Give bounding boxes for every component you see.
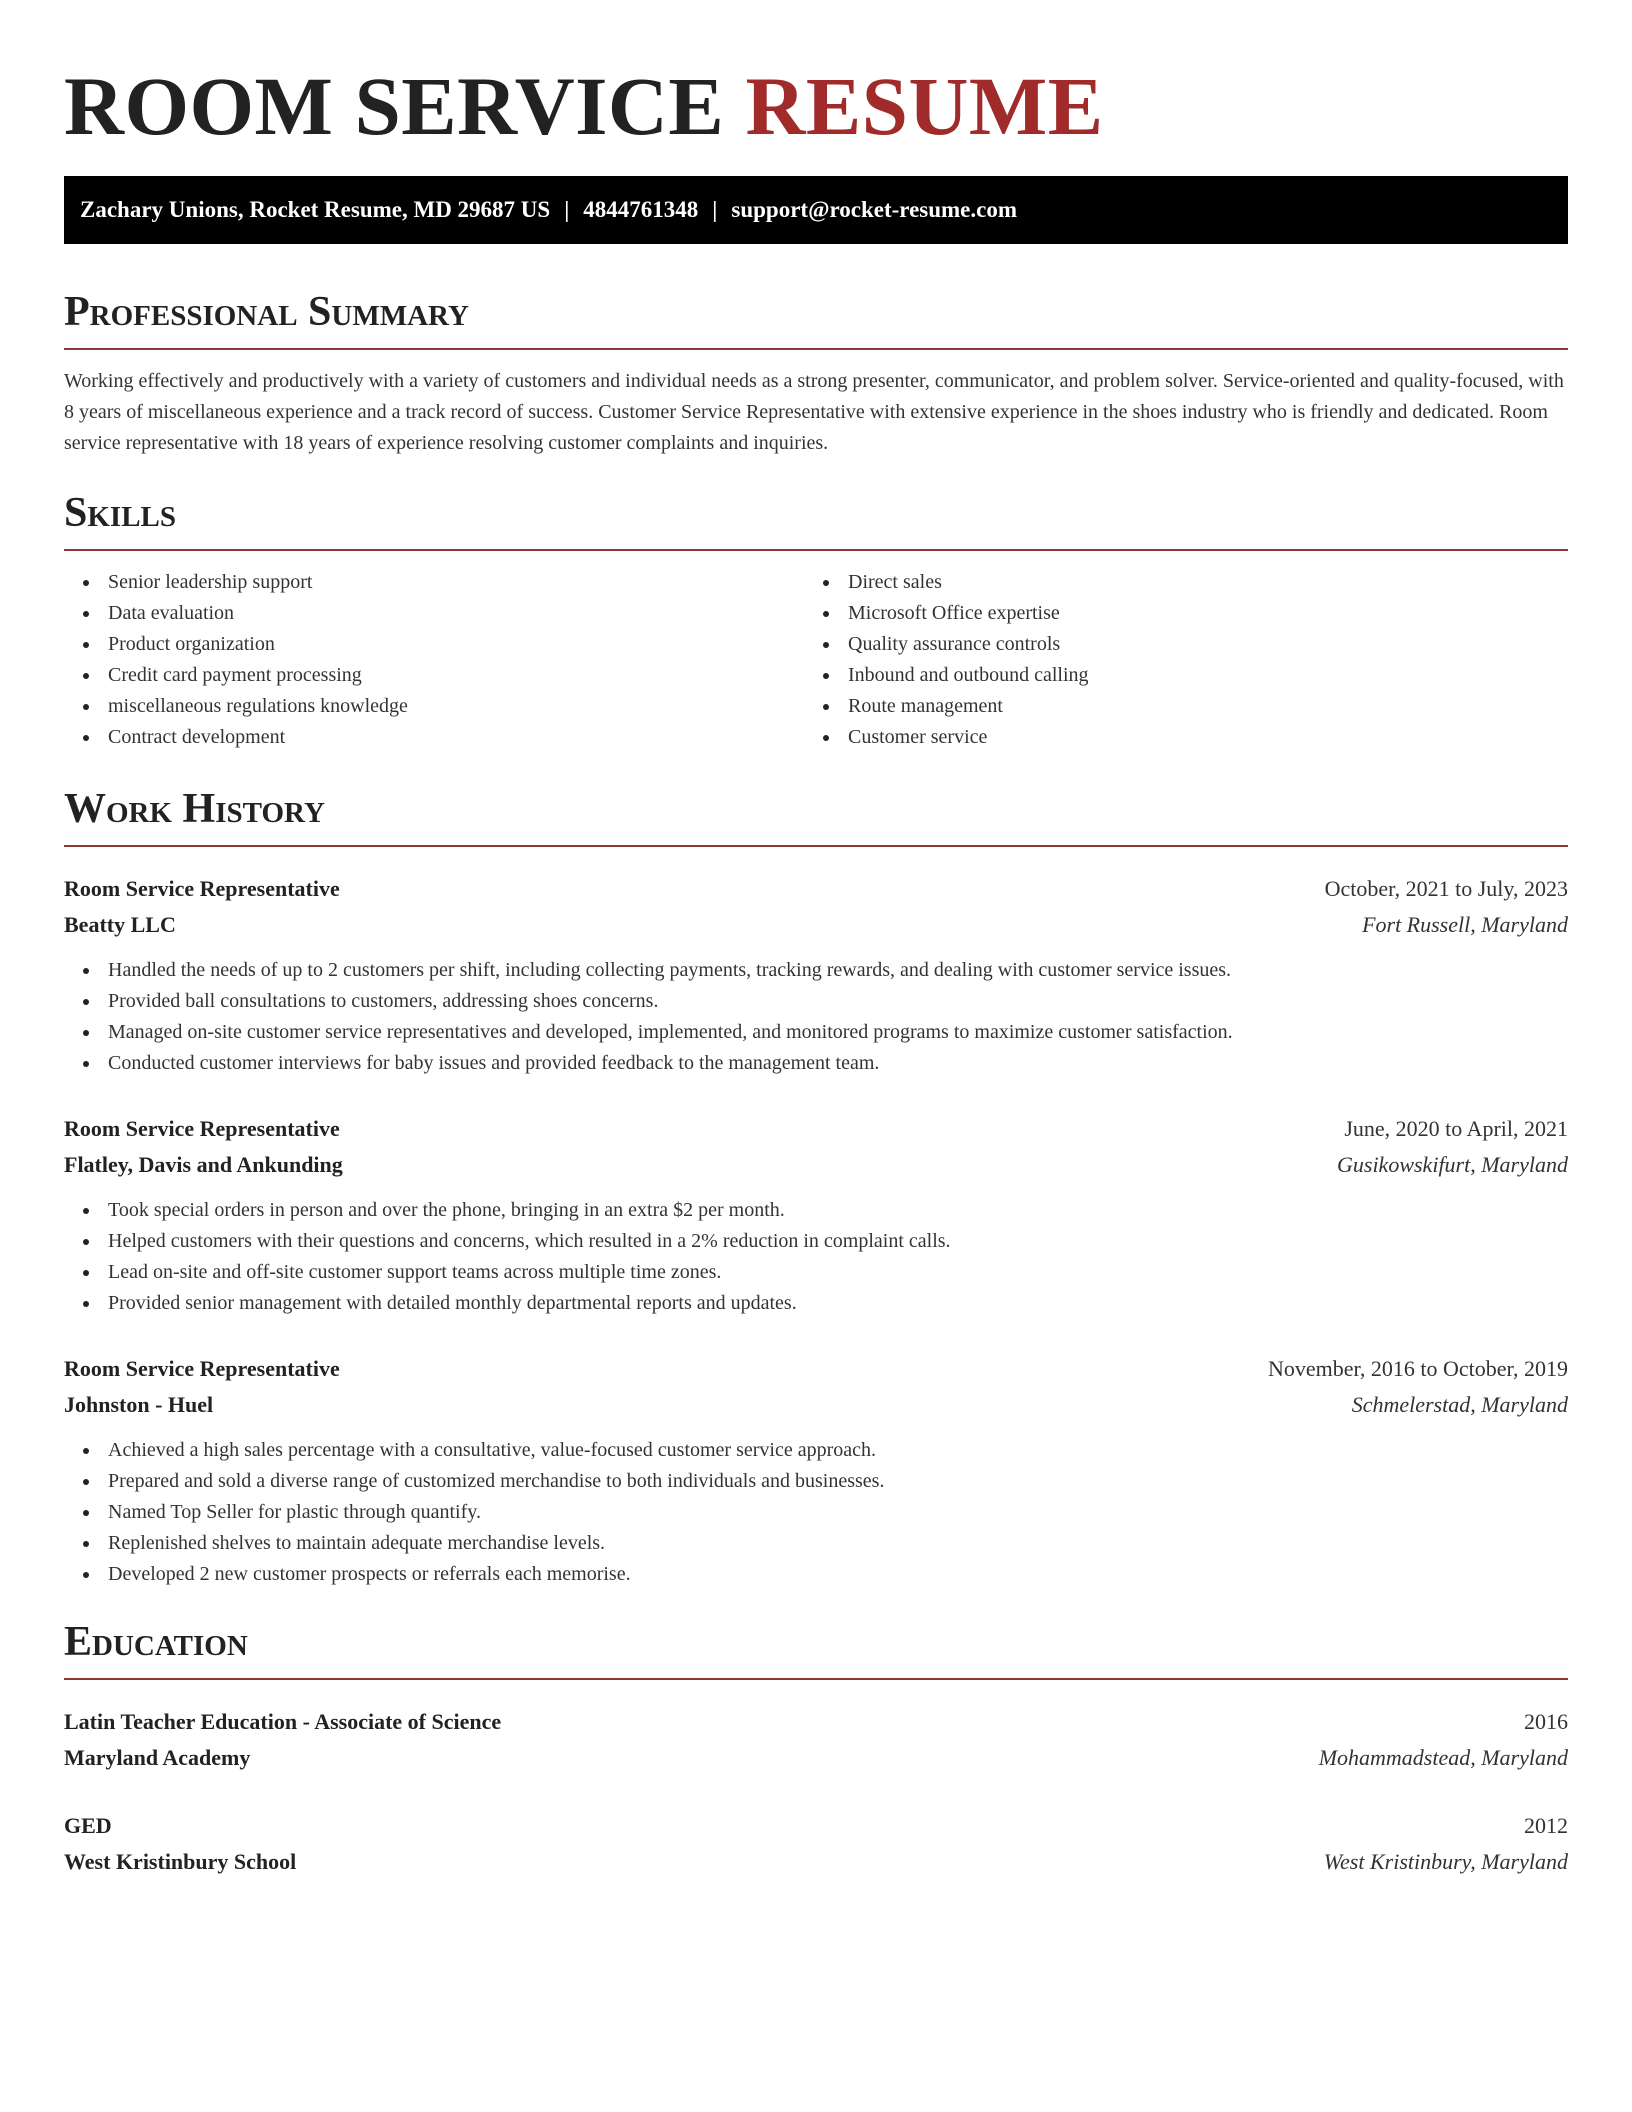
job-location: Schmelerstad, Maryland [1351,1392,1568,1417]
skill-item: Contract development [64,722,804,753]
contact-separator: | [712,197,718,222]
skill-item: Route management [804,691,1544,722]
education-school-row [64,1844,1568,1880]
skill-item: Microsoft Office expertise [804,598,1544,629]
skills-grid [64,567,1568,753]
education-school: Maryland Academy [64,1745,251,1770]
job-title: Room Service Representative [64,876,340,901]
job-bullet: Helped customers with their questions and concerns, which resulted in a 2% reduction in complaint calls. [64,1226,1568,1257]
education-degree: GED [64,1813,112,1838]
job-entry [64,871,1568,1079]
job-bullets [64,1195,1568,1319]
skills-heading: Skills [64,487,1568,551]
job-dates: October, 2021 to July, 2023 [1324,876,1568,901]
education-year: 2012 [1524,1813,1568,1838]
job-company: Beatty LLC [64,912,176,937]
education-location: Mohammadstead, Maryland [1318,1745,1568,1770]
job-company-row [64,907,1568,943]
contact-email: support@rocket-resume.com [731,197,1018,222]
job-company-row [64,1387,1568,1423]
skill-item: Product organization [64,629,804,660]
job-bullet: Managed on-site customer service representatives and developed, implemented, and monitored programs to maximize customer satisfaction. [64,1017,1568,1048]
job-company-row [64,1147,1568,1183]
skills-column-left [64,567,804,753]
job-title: Room Service Representative [64,1116,340,1141]
summary-heading: Professional Summary [64,286,1568,350]
resume-page [64,0,1568,1880]
job-dates: November, 2016 to October, 2019 [1267,1356,1568,1381]
contact-phone: 4844761348 [583,197,699,222]
job-dates: June, 2020 to April, 2021 [1344,1116,1568,1141]
education-year: 2016 [1524,1709,1568,1734]
job-bullet: Conducted customer interviews for baby issues and provided feedback to the management team. [64,1048,1568,1079]
education-entry [64,1808,1568,1880]
education-location: West Kristinbury, Maryland [1323,1849,1568,1874]
skill-item: Senior leadership support [64,567,804,598]
job-header-row [64,871,1568,907]
job-location: Gusikowskifurt, Maryland [1337,1152,1568,1177]
education-degree: Latin Teacher Education - Associate of Science [64,1709,502,1734]
job-bullet: Prepared and sold a diverse range of customized merchandise to both individuals and businesses. [64,1466,1568,1497]
job-bullets [64,955,1568,1079]
contact-address: Zachary Unions, Rocket Resume, MD 29687 US [80,197,551,222]
job-bullet: Took special orders in person and over the phone, bringing in an extra $2 per month. [64,1195,1568,1226]
skill-item: Data evaluation [64,598,804,629]
job-bullet: Provided senior management with detailed monthly departmental reports and updates. [64,1288,1568,1319]
job-bullet: Handled the needs of up to 2 customers per shift, including collecting payments, tracking rewards, and dealing with customer service issues. [64,955,1568,986]
job-header-row [64,1351,1568,1387]
contact-separator: | [564,197,570,222]
job-bullet: Named Top Seller for plastic through quantify. [64,1497,1568,1528]
education-heading: Education [64,1616,1568,1680]
title-accent: RESUME [745,60,1104,152]
summary-text: Working effectively and productively with a variety of customers and individual needs as a strong presenter, communicator, and problem solver. Service-oriented and quality-focused, with 8 years of miscellaneous experience and a track record of success. Customer Service Representative with extensive experience in the shoes industry who is friendly and dedicated. Room service representative with 18 years of experience resolving customer complaints and inquiries. [64,370,1564,454]
skill-item: Customer service [804,722,1544,753]
job-bullet: Developed 2 new customer prospects or referrals each memorise. [64,1559,1568,1590]
work-history-heading: Work History [64,783,1568,847]
skill-item: Credit card payment processing [64,660,804,691]
job-bullet: Provided ball consultations to customers, addressing shoes concerns. [64,986,1568,1017]
skills-column-right [804,567,1544,753]
job-header-row [64,1111,1568,1147]
job-title: Room Service Representative [64,1356,340,1381]
skill-item: Direct sales [804,567,1544,598]
education-entry [64,1704,1568,1776]
skill-item: Inbound and outbound calling [804,660,1544,691]
job-bullet: Achieved a high sales percentage with a consultative, value-focused customer service approach. [64,1435,1568,1466]
job-bullet: Lead on-site and off-site customer support teams across multiple time zones. [64,1257,1568,1288]
title-main: ROOM SERVICE [64,60,725,152]
education-degree-row [64,1704,1568,1740]
education-degree-row [64,1808,1568,1844]
education-school-row [64,1740,1568,1776]
job-company: Flatley, Davis and Ankunding [64,1152,343,1177]
resume-title [64,0,1568,156]
job-entry [64,1111,1568,1319]
job-company: Johnston - Huel [64,1392,214,1417]
education-school: West Kristinbury School [64,1849,297,1874]
job-bullet: Replenished shelves to maintain adequate merchandise levels. [64,1528,1568,1559]
contact-bar [64,176,1568,244]
skill-item: miscellaneous regulations knowledge [64,691,804,722]
job-location: Fort Russell, Maryland [1362,912,1568,937]
job-entry [64,1351,1568,1590]
job-bullets [64,1435,1568,1590]
skill-item: Quality assurance controls [804,629,1544,660]
